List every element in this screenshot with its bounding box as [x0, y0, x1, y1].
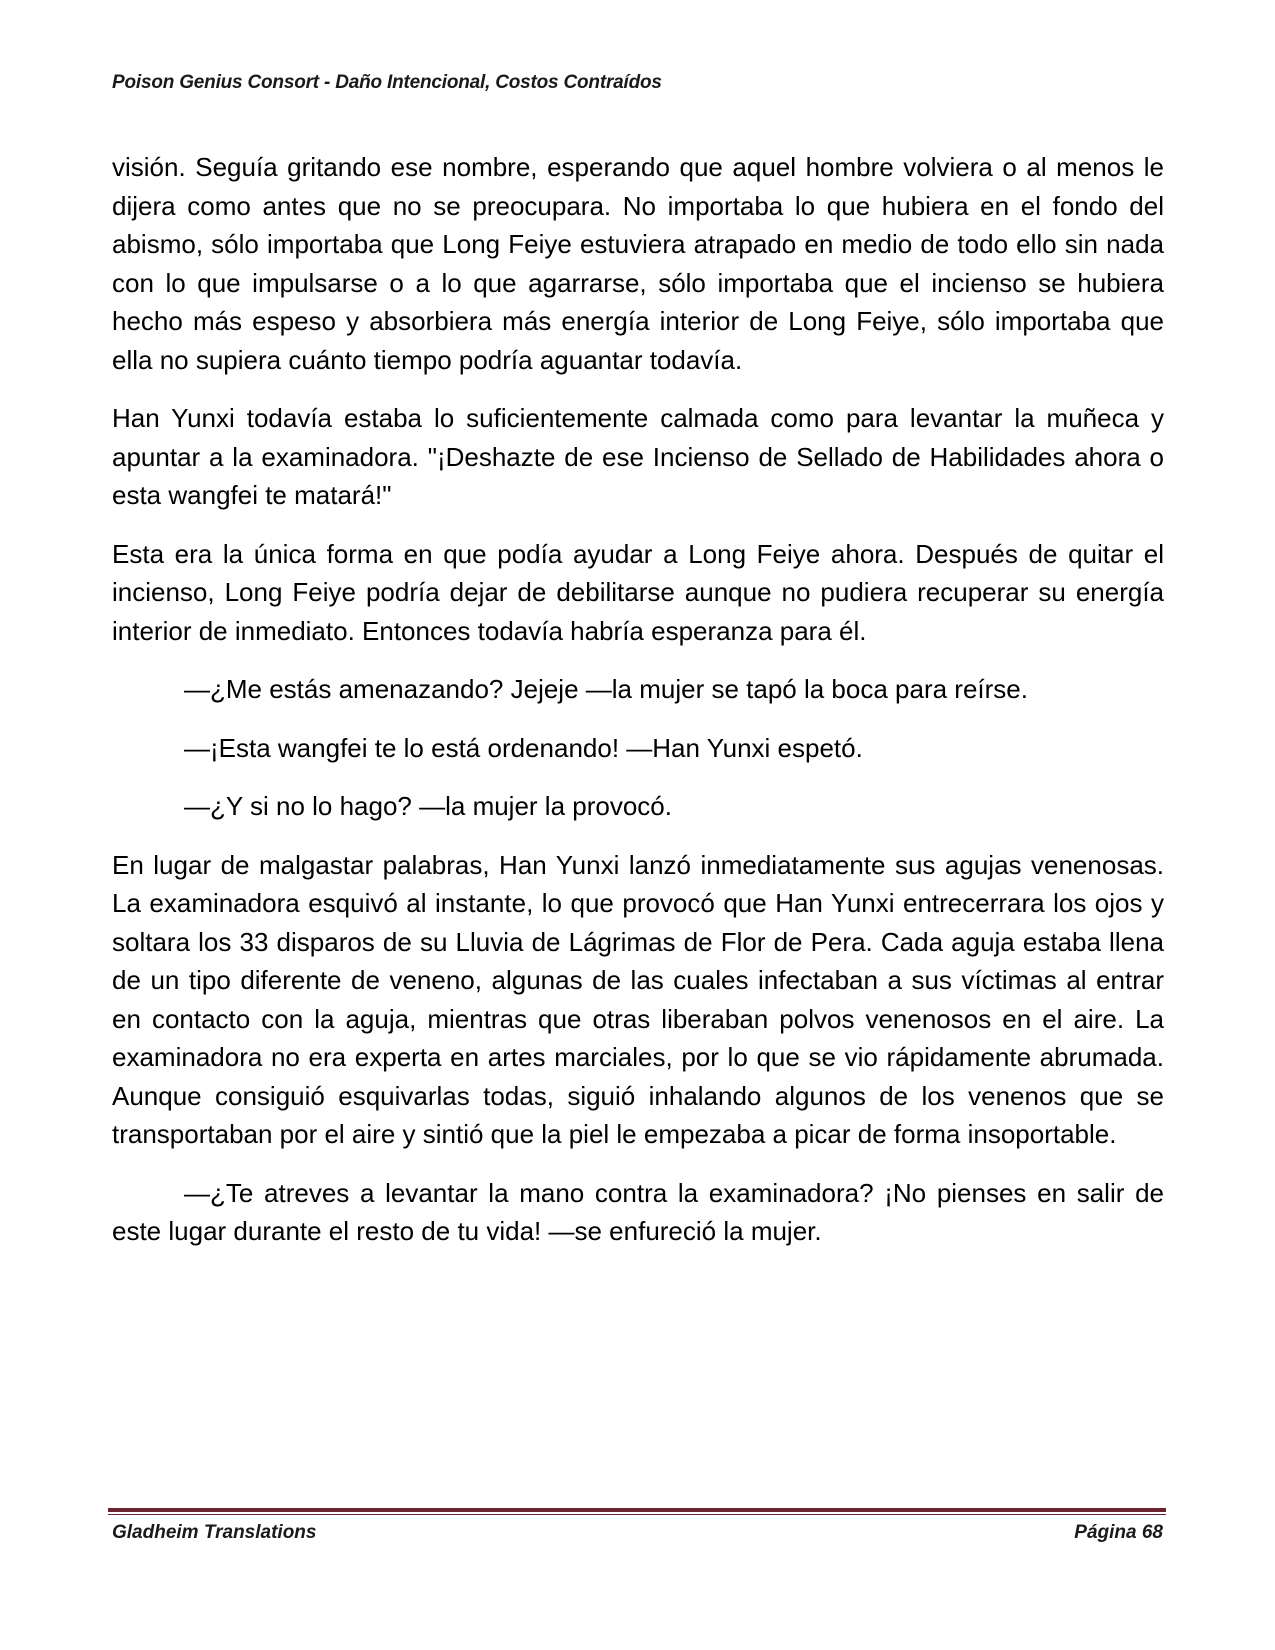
footer-publisher: Gladheim Translations [112, 1522, 317, 1543]
running-header: Poison Genius Consort - Daño Intencional, Costos Contraídos [112, 72, 662, 93]
paragraph: Esta era la única forma en que podía ayudar a Long Feiye ahora. Después de quitar el incienso, Long Feiye podría dejar de debilitarse aunque no pudiera recuperar su energía interior de inmediato. Entonces todavía habría esperanza para él. [112, 538, 1164, 646]
dialog-line: —¿Me estás amenazando? Jejeje —la mujer se tapó la boca para reírse. [184, 674, 1028, 704]
dialog-line: —¡Esta wangfei te lo está ordenando! —Han Yunxi espetó. [184, 732, 863, 763]
dialog-line: —¿Y si no lo hago? —la mujer la provocó. [184, 791, 672, 821]
page-body [112, 148, 1164, 1271]
paragraph: En lugar de malgastar palabras, Han Yunxi lanzó inmediatamente sus agujas venenosas. La examinadora esquivó al instante, lo que provocó que Han Yunxi entrecerrara los ojos y soltara los 33 disparos de su Lluvia de Lágrimas de Flor de Pera. Cada aguja estaba llena de un tipo diferente de veneno, algunas de las cuales infectaban a sus víctimas al entrar en contacto con la aguja, mientras que otras liberaban polvos venenosos en el aire. La examinadora no era experta en artes marciales, por lo que se vio rápidamente abrumada. Aunque consiguió esquivarlas todas, siguió inhalando algunos de los venenos que se transportaban por el aire y sintió que la piel le empezaba a picar de forma insoportable. [112, 849, 1164, 1149]
dialog-line: —¿Te atreves a levantar la mano contra la examinadora? ¡No pienses en salir de este lugar durante el resto de tu vida! —se enfureció la mujer. [112, 1177, 1164, 1246]
paragraph: visión. Seguía gritando ese nombre, esperando que aquel hombre volviera o al menos le dijera como antes que no se preocupara. No importaba lo que hubiera en el fondo del abismo, sólo importaba que Long Feiye estuviera atrapado en medio de todo ello sin nada con lo que impulsarse o a lo que agarrarse, sólo importaba que el incienso se hubiera hecho más espeso y absorbiera más energía interior de Long Feiye, sólo importaba que ella no supiera cuánto tiempo podría aguantar todavía. [112, 152, 1164, 375]
paragraph: Han Yunxi todavía estaba lo suficientemente calmada como para levantar la muñeca y apuntar a la examinadora. "¡Deshazte de ese Incienso de Sellado de Habilidades ahora o esta wangfei te matará!" [112, 403, 1164, 510]
page-number: Página 68 [1074, 1522, 1163, 1543]
footer-divider [108, 1508, 1166, 1515]
